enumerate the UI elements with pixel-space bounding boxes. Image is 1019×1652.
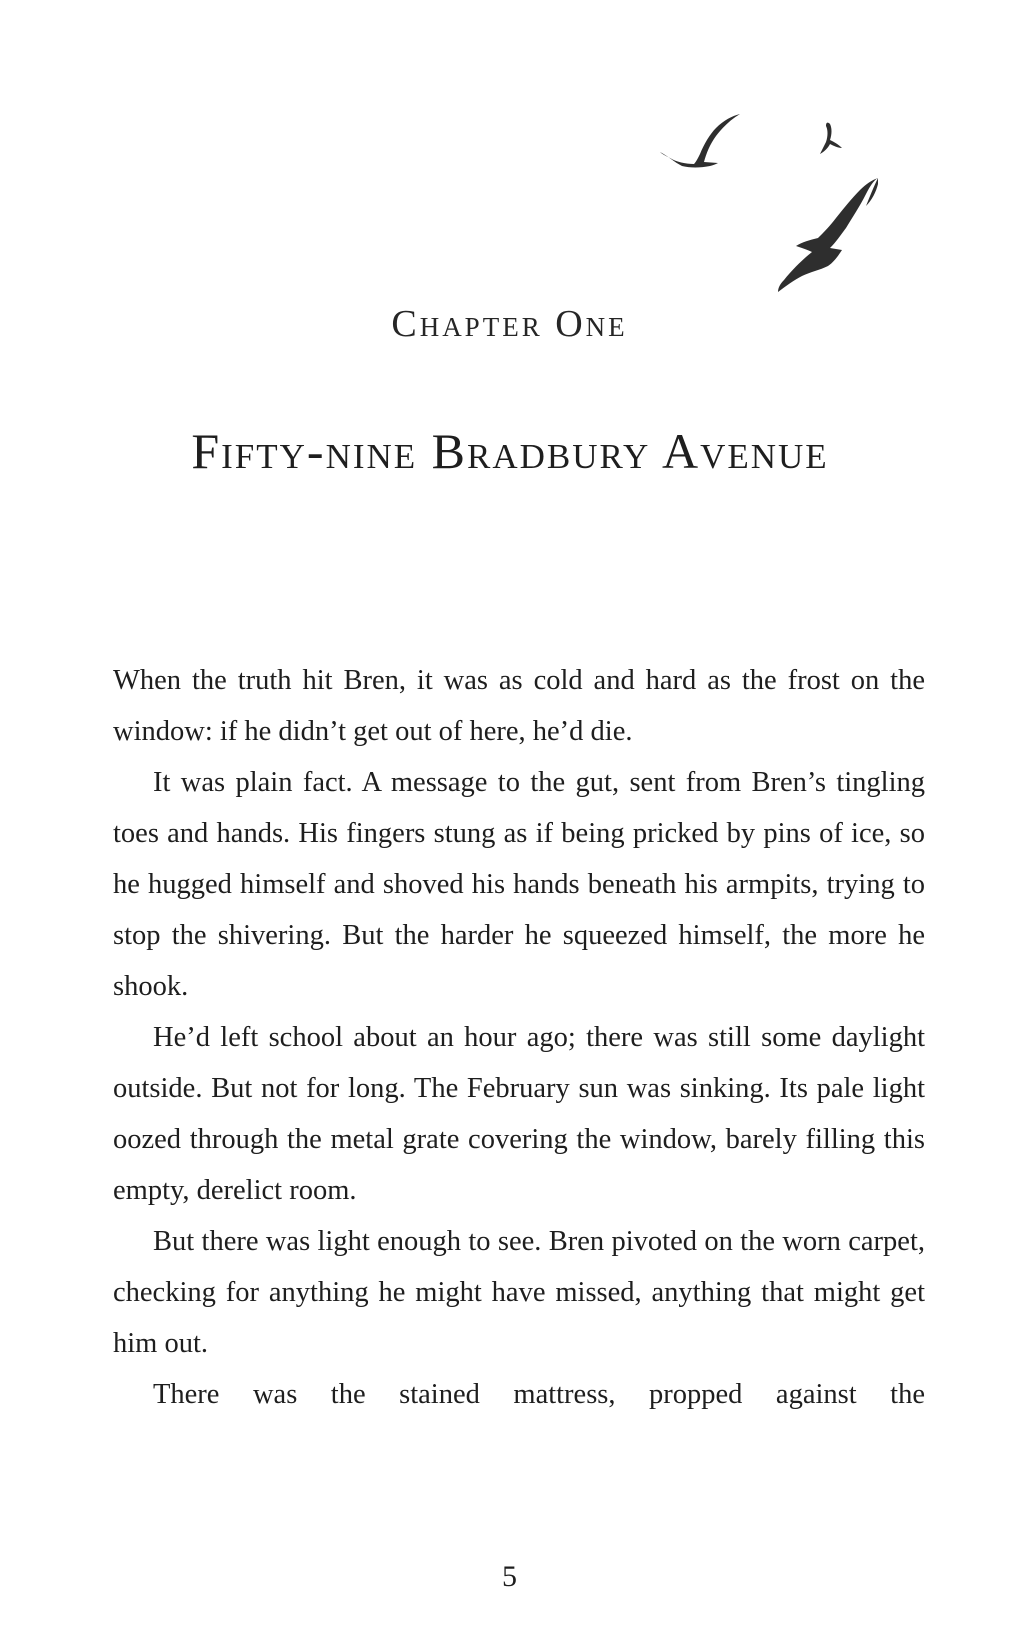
bird-icon (820, 123, 842, 154)
page-number: 5 (502, 1560, 517, 1593)
flying-birds-icon (660, 110, 930, 330)
paragraph: He’d left school about an hour ago; there was still some daylight outside. But not for long. The February sun was sinking. Its pale light oozed through the metal grate covering the window, barely filling this empty, derelict room. (113, 1022, 925, 1206)
chapter-body (113, 655, 925, 1420)
paragraph: But there was light enough to see. Bren pivoted on the worn carpet, checking for anything he might have missed, anything that might get him out. (113, 1226, 925, 1359)
chapter-label: Chapter One (391, 303, 628, 345)
bird-icon (660, 114, 740, 168)
paragraph: It was plain fact. A message to the gut, sent from Bren’s tingling toes and hands. His fingers stung as if being pricked by pins of ice, so he hugged himself and shoved his hands beneath his armpits, trying to stop the shivering. But the harder he squeezed himself, the more he shook. (113, 767, 925, 1002)
paragraph: There was the stained mattress, propped against the (153, 1379, 925, 1410)
paragraph: When the truth hit Bren, it was as cold and hard as the frost on the window: if he didn’t get out of here, he’d die. (113, 665, 925, 747)
bird-icon (778, 178, 878, 292)
chapter-title: Fifty-nine Bradbury Avenue (191, 423, 829, 479)
